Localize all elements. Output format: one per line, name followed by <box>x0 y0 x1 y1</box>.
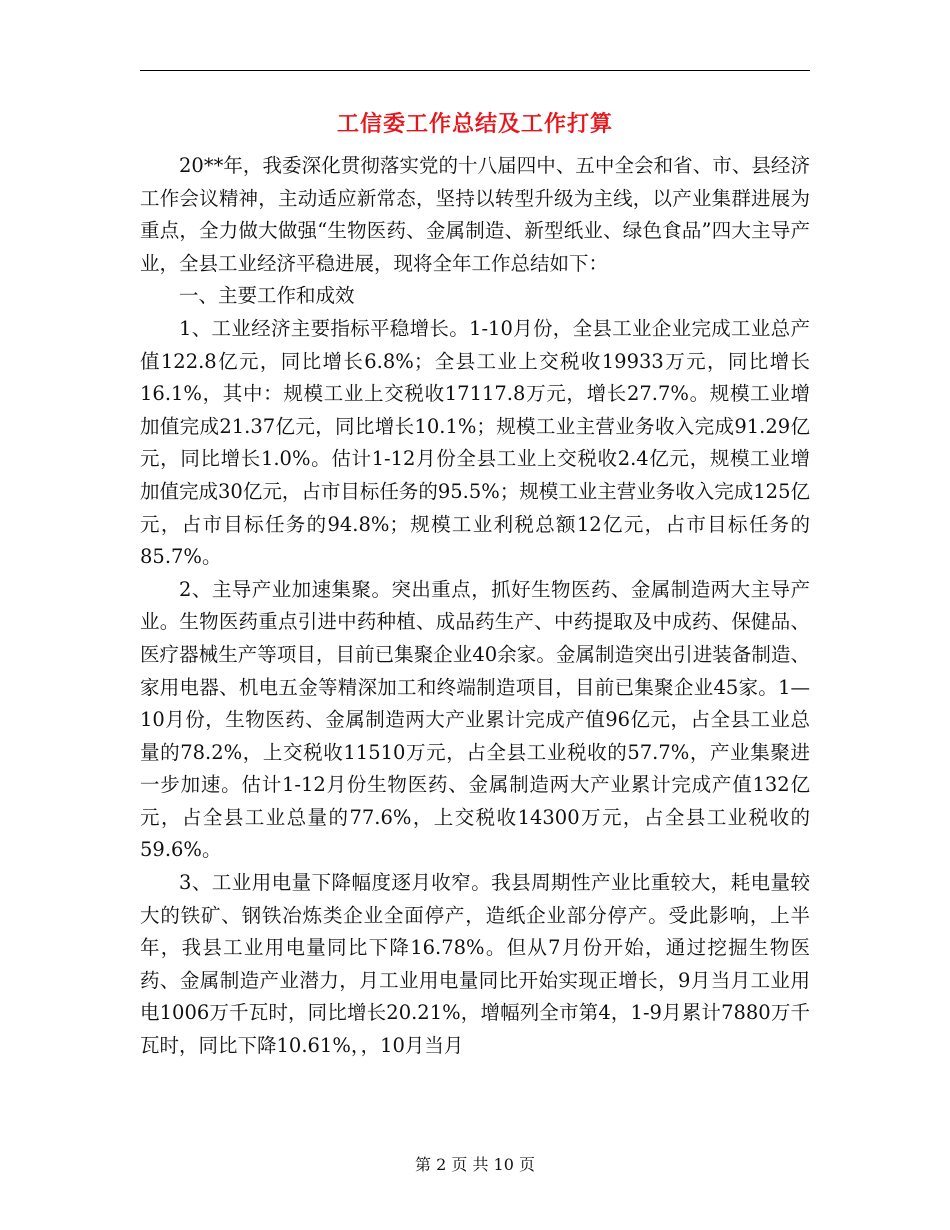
document-title: 工信委工作总结及工作打算 <box>336 111 613 137</box>
header-rule <box>140 70 810 71</box>
paragraph-industry-cluster: 2、主导产业加速集聚。突出重点，抓好生物医药、金属制造两大主导产业。生物医药重点引进中药种植、成品药生产、中药提取及中成药、保健品、医疗器械生产等项目，目前已集聚企业40余家。金属制造突出引进装备制造、家用电器、机电五金等精深加工和终端制造项目，目前已集聚企业45家。1—10月份，生物医药、金属制造两大产业累计完成产值96亿元，占全县工业总量的78.2%，上交税收11510万元，占全县工业税收的57.7%，产业集聚进一步加速。估计1-12月份生物医药、金属制造两大产业累计完成产值132亿元，占全县工业总量的77.6%，上交税收14300万元，占全县工业税收的59.6%。 <box>140 577 810 862</box>
paragraph-electricity: 3、工业用电量下降幅度逐月收窄。我县周期性产业比重较大，耗电量较大的铁矿、钢铁冶炼类企业全面停产，造纸企业部分停产。受此影响，上半年，我县工业用电量同比下降16.78%。但从7月份开始，通过挖掘生物医药、金属制造产业潜力，月工业用电量同比开始实现正增长，9月当月工业用电1006万千瓦时，同比增长20.21%，增幅列全市第4，1-9月累计7880万千瓦时，同比下降10.61%，，10月当月 <box>140 871 810 1058</box>
document-body <box>140 150 810 1063</box>
paragraph-economic-indicators: 1、工业经济主要指标平稳增长。1-10月份，全县工业企业完成工业总产值122.8亿元，同比增长6.8%；全县工业上交税收19933万元，同比增长16.1%，其中：规模工业上交税收17117.8万元，增长27.7%。规模工业增加值完成21.37亿元，同比增长10.1%；规模工业主营业务收入完成91.29亿元，同比增长1.0%。估计1-12月份全县工业上交税收2.4亿元，规模工业增加值完成30亿元，占市目标任务的95.5%；规模工业主营业务收入完成125亿元，占市目标任务的94.8%；规模工业利税总额12亿元，占市目标任务的85.7%。 <box>140 316 810 569</box>
page-number: 第 2 页 共 10 页 <box>415 1155 535 1174</box>
intro-paragraph: 20**年，我委深化贯彻落实党的十八届四中、五中全会和省、市、县经济工作会议精神，主动适应新常态，坚持以转型升级为主线，以产业集群进展为重点，全力做大做强“生物医药、金属制造、新型纸业、绿色食品”四大主导产业，全县工业经济平稳进展，现将全年工作总结如下： <box>140 154 810 275</box>
section-heading: 一、主要工作和成效 <box>179 284 355 308</box>
